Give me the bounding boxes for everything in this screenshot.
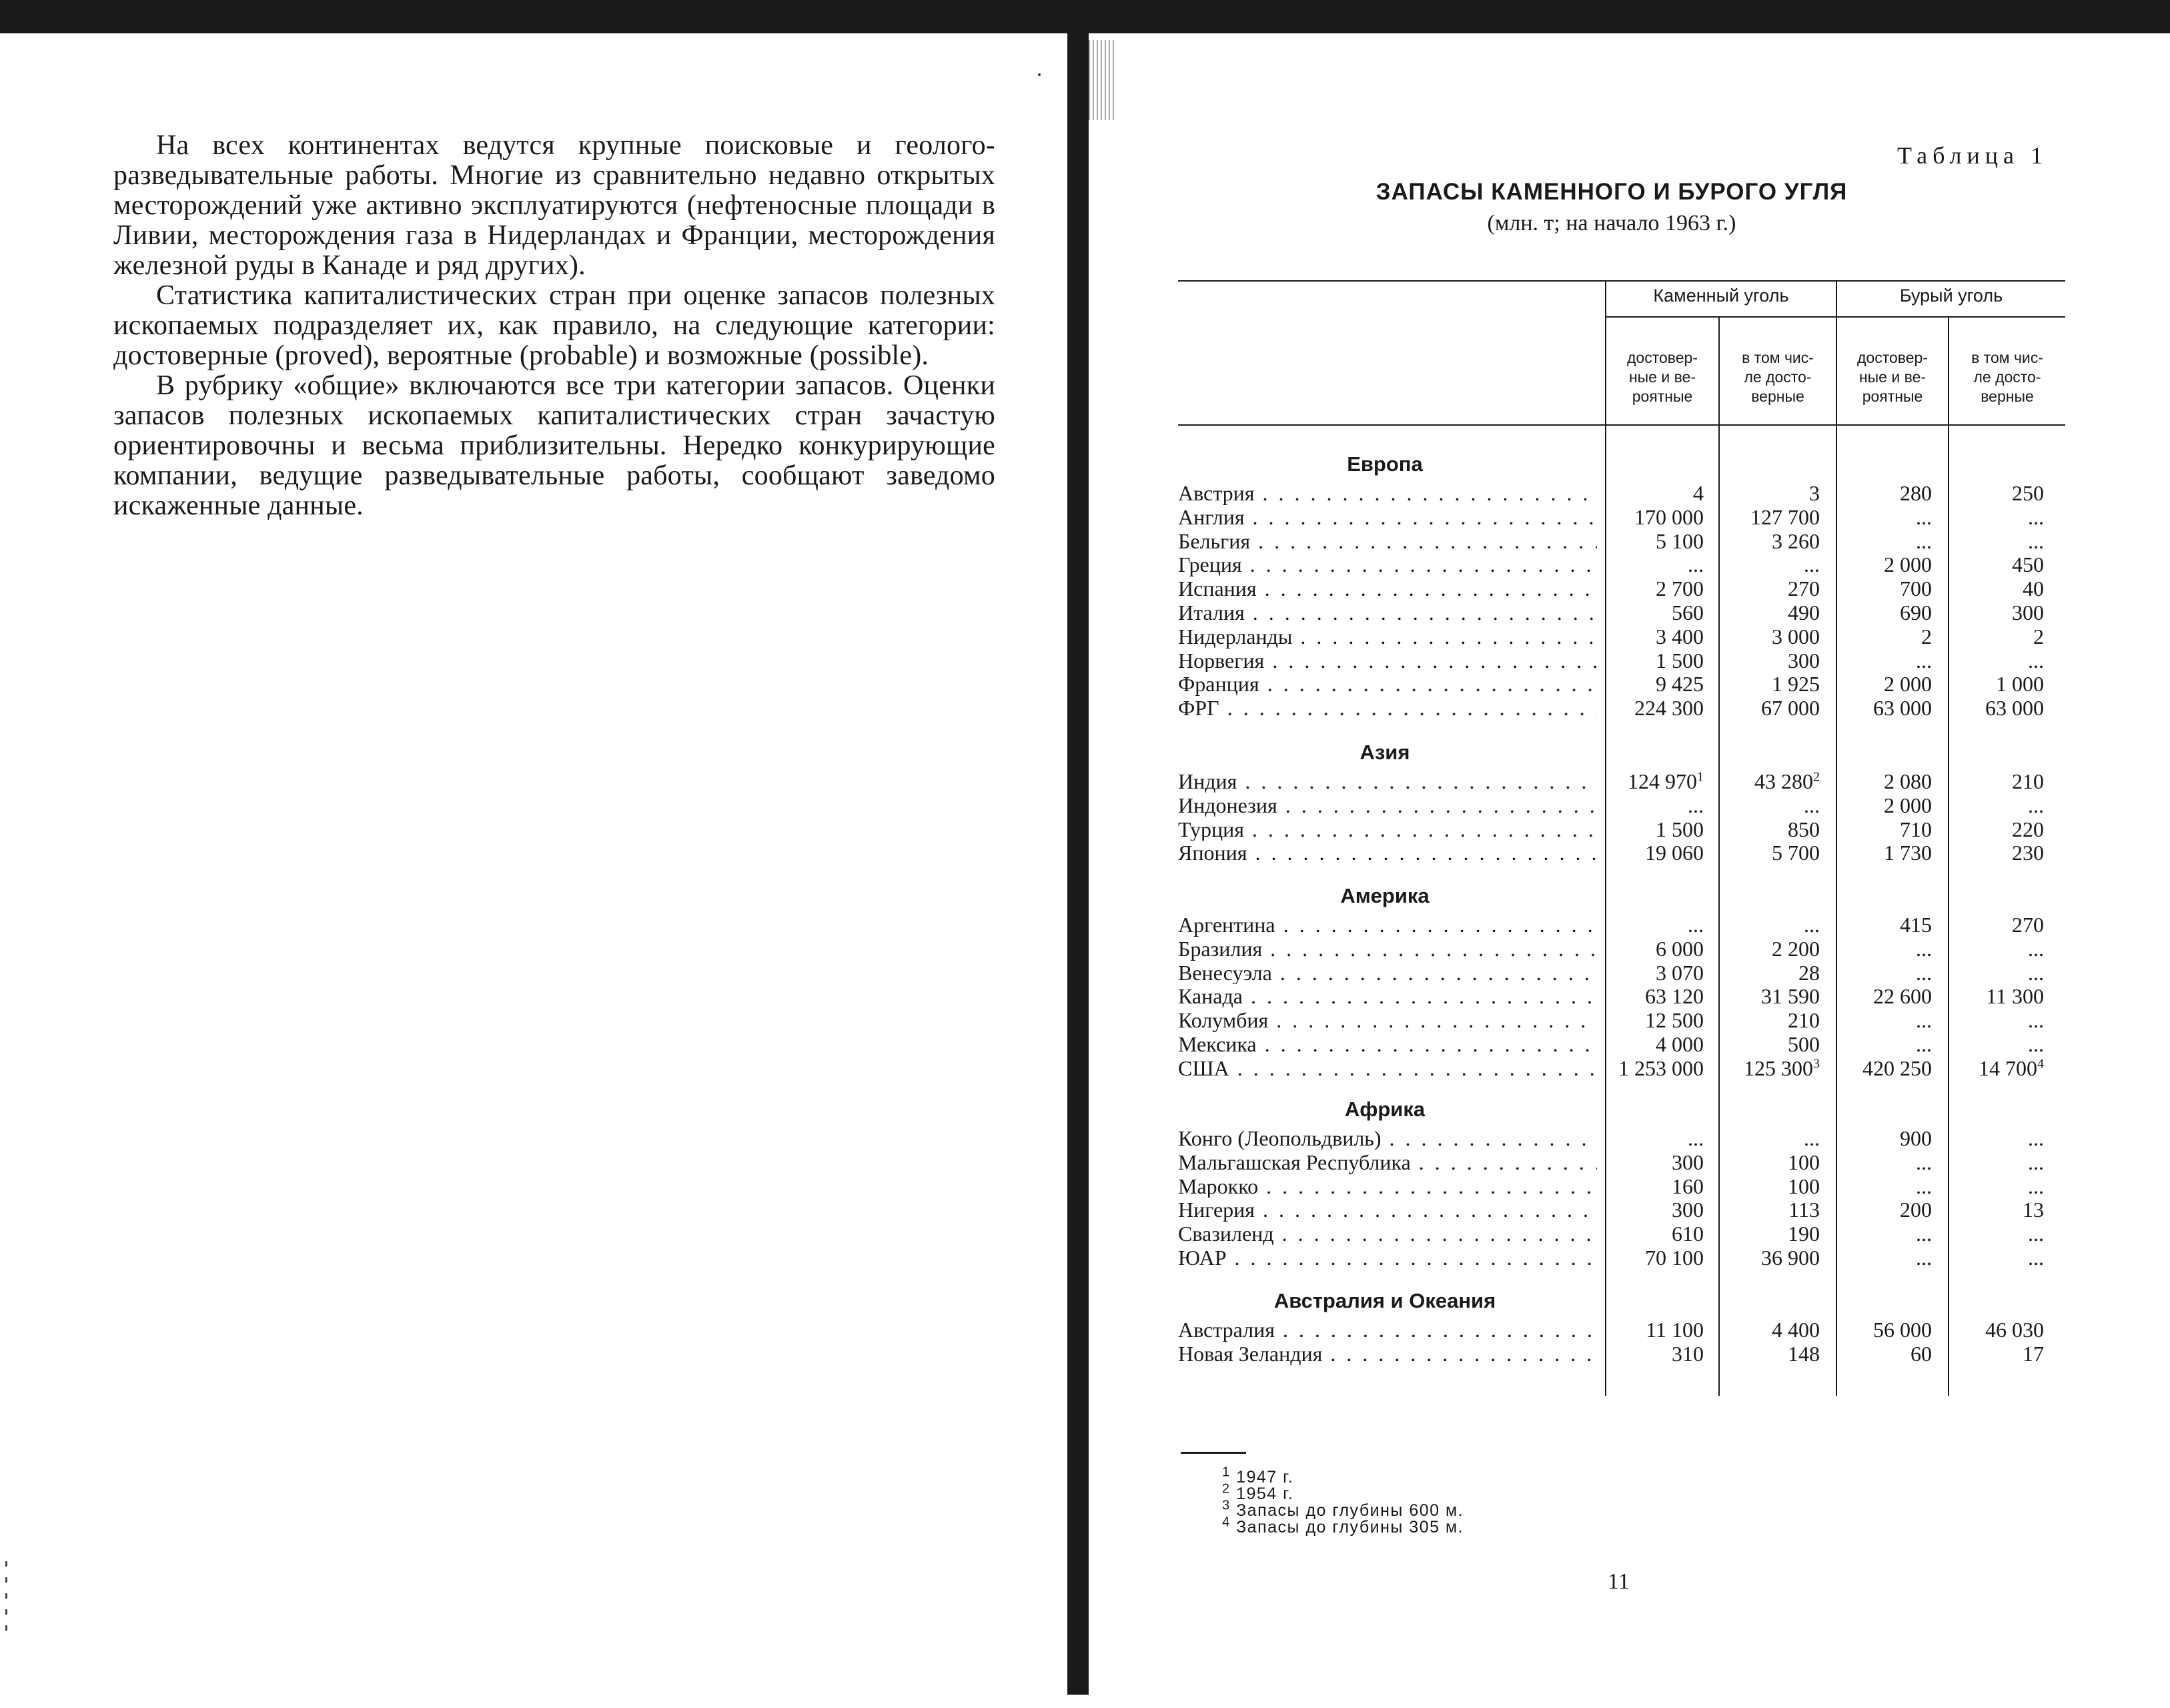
table-cell: ...: [2028, 1246, 2044, 1270]
table-cell: 210: [1788, 1008, 1820, 1033]
table-cell: 19 060: [1645, 841, 1704, 865]
table-cell: 300: [1672, 1150, 1704, 1174]
table-cell: 11 100: [1646, 1318, 1704, 1342]
table-title: ЗАПАСЫ КАМЕННОГО И БУРОГО УГЛЯ: [1376, 179, 1848, 205]
table-cell: ...: [1688, 793, 1704, 817]
table-cell: 230: [2012, 841, 2044, 865]
table-cell: 170 000: [1634, 504, 1704, 529]
table-cell: 300: [1788, 648, 1820, 673]
table-cell: 3 400: [1656, 624, 1704, 649]
table-cell: 46 030: [1985, 1318, 2044, 1342]
subheader-brown-total: достовер- ные и ве- роятные: [1857, 349, 1928, 405]
table-cell: 1 500: [1656, 817, 1704, 841]
table-cell: 6 000: [1656, 936, 1704, 961]
table-cell: 2: [2033, 624, 2044, 649]
table-row: [1178, 576, 2065, 600]
table-cell: 900: [1900, 1126, 1932, 1150]
table-cell: ...: [2028, 960, 2044, 985]
table-cell: 1 925: [1772, 672, 1820, 697]
table-cell: 56 000: [1873, 1318, 1932, 1342]
table-cell: 270: [1788, 576, 1820, 601]
table-cell: 210: [2012, 769, 2044, 793]
page-edge-marks: [5, 1561, 7, 1641]
paragraph-1: На всех континентах ведутся крупные поисковые и геолого-разведывательные работы. Многие из сравнительно недавно открытых месторождений уже активно эксплуатируются (нефтеносные площади в Ливии, месторождения газа в Нидерландах и Франции, месторождения железной руды в Канаде и ряд других).: [113, 130, 995, 281]
country-name: Греция . . .: [1178, 552, 1597, 576]
table-cell: 9 425: [1656, 672, 1704, 697]
country-name: Аргентина . . .: [1178, 913, 1597, 937]
table-cell: ...: [1688, 913, 1704, 937]
section-heading: Европа: [1347, 452, 1423, 476]
country-name: Австралия . . .: [1178, 1318, 1597, 1342]
table-cell: ...: [2028, 1032, 2044, 1056]
footnote-rule: [1181, 1452, 1246, 1454]
table-row: [1178, 937, 2065, 961]
footnotes: [1222, 1464, 1464, 1537]
table-cell: 2 000: [1884, 672, 1932, 697]
table-cell: ...: [1688, 552, 1704, 577]
table-cell: ...: [2028, 1150, 2044, 1174]
country-name: США . . .: [1178, 1056, 1597, 1080]
table-cell: 2 080: [1884, 769, 1932, 793]
table-cell: 490: [1788, 600, 1820, 624]
table-cell: ...: [1804, 1126, 1820, 1150]
table-cell: 310: [1672, 1341, 1704, 1366]
table-cell: ...: [2028, 793, 2044, 817]
table-cell: 40: [2023, 576, 2044, 601]
table-cell: ...: [1916, 1150, 1932, 1174]
header-hard-coal: Каменный уголь: [1653, 286, 1789, 306]
table-cell: 2 000: [1884, 552, 1932, 577]
table-cell: 850: [1788, 817, 1820, 841]
table-cell: 2: [1921, 624, 1932, 649]
table-cell: 17: [2023, 1341, 2044, 1366]
table-cell: 3 070: [1656, 960, 1704, 985]
table-cell: 2 200: [1772, 936, 1820, 961]
table-cell: ...: [2028, 1008, 2044, 1033]
paragraph-2: Статистика капиталистических стран при оценке запасов полезных ископаемых подразделяет их, как правило, на следующие категории: достоверные (proved), вероятные (probable) и возможные (possible).: [113, 280, 995, 371]
country-name: Нидерланды . . .: [1178, 624, 1597, 649]
table-row: [1178, 1342, 2065, 1366]
table-cell: 190: [1788, 1222, 1820, 1246]
table-cell: ...: [2028, 1126, 2044, 1150]
country-name: Англия . . .: [1178, 505, 1597, 529]
table-cell: 415: [1900, 913, 1932, 937]
table-row: [1178, 1032, 2065, 1056]
table-cell: ...: [2028, 648, 2044, 673]
spine-shadow: [1089, 40, 1115, 120]
section-heading: Азия: [1360, 741, 1410, 764]
table-cell: ...: [1916, 1246, 1932, 1270]
table-cell: 710: [1900, 817, 1932, 841]
table-cell: 60: [1911, 1341, 1932, 1366]
table-cell: ...: [1916, 504, 1932, 529]
table-cell: 100: [1788, 1174, 1820, 1198]
table-row: [1178, 1222, 2065, 1246]
country-name: Свазиленд . . .: [1178, 1222, 1597, 1246]
table-row: [1178, 1174, 2065, 1198]
country-name: Норвегия . . .: [1178, 649, 1597, 673]
table-cell: 36 900: [1761, 1246, 1820, 1270]
table-cell: 1 253 000: [1618, 1055, 1704, 1080]
table-cell: 690: [1900, 600, 1932, 624]
country-name: Конго (Леопольдвиль) . . .: [1178, 1126, 1597, 1150]
paragraph-3: В рубрику «общие» включаются все три категории запасов. Оценки запасов полезных ископаемых капиталистических стран зачастую ориентировочны и весьма приблизительны. Нередко конкурирующие компании, ведущие разведывательные работы, сообщают заведомо искаженные данные.: [113, 370, 995, 521]
table-row: [1178, 769, 2065, 793]
table-cell: 5 700: [1772, 841, 1820, 865]
table-cell: ...: [2028, 504, 2044, 529]
table-cell: 250: [2012, 481, 2044, 505]
scan-speck: [1038, 73, 1041, 76]
table-row: [1178, 841, 2065, 865]
page-number: 11: [1608, 1569, 1630, 1594]
table-cell: ...: [1916, 528, 1932, 553]
table-cell: 63 000: [1873, 696, 1932, 721]
table-cell: 70 100: [1645, 1246, 1704, 1270]
country-name: Марокко . . .: [1178, 1174, 1597, 1198]
country-name: Индия . . .: [1178, 769, 1597, 793]
table-cell: 560: [1672, 600, 1704, 624]
table-row: [1178, 961, 2065, 985]
left-page-text: [113, 131, 995, 521]
country-name: Италия . . .: [1178, 600, 1597, 624]
country-name: ФРГ . . .: [1178, 696, 1597, 720]
table-cell: 500: [1788, 1032, 1820, 1056]
footnote-1: $^1$ 1947 г.: [1222, 1464, 1294, 1486]
table-row: [1178, 793, 2065, 817]
table-cell: 610: [1672, 1222, 1704, 1246]
table-row: [1178, 696, 2065, 720]
table-cell: 1 000: [1996, 672, 2044, 697]
table-cell: 67 000: [1761, 696, 1820, 721]
table-cell: ...: [1804, 913, 1820, 937]
table-row: [1178, 1150, 2065, 1174]
country-name: Австрия . . .: [1178, 481, 1597, 505]
table-row: [1178, 1008, 2065, 1032]
table-cell: 160: [1672, 1174, 1704, 1198]
table-cell: 28: [1798, 960, 1820, 985]
table-cell: 3: [1809, 481, 1820, 505]
table-row: [1178, 913, 2065, 937]
table-cell: 280: [1900, 481, 1932, 505]
table-cell: ...: [1916, 1008, 1932, 1033]
table-cell: 4: [1693, 481, 1704, 505]
country-name: Франция . . .: [1178, 672, 1597, 696]
book-spine: [1067, 27, 1089, 1695]
table-cell: 43 $280^2$: [1754, 769, 1820, 793]
table-cell: 220: [2012, 817, 2044, 841]
country-name: Испания . . .: [1178, 576, 1597, 600]
table-row: [1178, 552, 2065, 576]
table-row: [1178, 1198, 2065, 1222]
table-cell: ...: [2028, 1174, 2044, 1198]
table-row: [1178, 481, 2065, 505]
footnote-2: $^2$ 1954 г.: [1222, 1481, 1294, 1503]
table-top-rule: [1178, 280, 2065, 282]
table-cell: ...: [1916, 1174, 1932, 1198]
section-heading: Австралия и Океания: [1273, 1289, 1496, 1312]
country-name: Нигерия . . .: [1178, 1198, 1597, 1222]
table-cell: 300: [1672, 1198, 1704, 1222]
table-cell: 1 730: [1884, 841, 1932, 865]
table-cell: 63 120: [1645, 984, 1704, 1009]
table-row: [1178, 1246, 2065, 1270]
table-cell: 3 000: [1772, 624, 1820, 649]
country-name: Япония . . .: [1178, 841, 1597, 865]
table-cell: ...: [1916, 1222, 1932, 1246]
country-name: Бельгия . . .: [1178, 529, 1597, 553]
table-cell: 450: [2012, 552, 2044, 577]
table-cell: 124 $970^1$: [1628, 769, 1704, 793]
table-cell: 125 $300^3$: [1744, 1055, 1820, 1080]
table-row: [1178, 505, 2065, 529]
table-cell: ...: [1916, 648, 1932, 673]
table-cell: 127 700: [1750, 504, 1820, 529]
table-cell: ...: [1916, 936, 1932, 961]
table-row: [1178, 984, 2065, 1008]
table-cell: 224 300: [1634, 696, 1704, 721]
table-cell: 270: [2012, 913, 2044, 937]
country-name: Бразилия . . .: [1178, 937, 1597, 961]
subheader-brown-proved: в том чис- ле досто- верные: [1971, 349, 2043, 405]
table-cell: 31 590: [1761, 984, 1820, 1009]
table-cell: 22 600: [1873, 984, 1932, 1009]
country-name: Индонезия . . .: [1178, 793, 1597, 817]
table-cell: 63 000: [1985, 696, 2044, 721]
country-name: Турция . . .: [1178, 817, 1597, 841]
table-cell: 300: [2012, 600, 2044, 624]
table-cell: 5 100: [1656, 528, 1704, 553]
subheader-hard-total: достовер- ные и ве- роятные: [1627, 349, 1698, 405]
table-cell: ...: [1916, 960, 1932, 985]
table-cell: 1 500: [1656, 648, 1704, 673]
table-cell: 13: [2023, 1198, 2044, 1222]
table-cell: ...: [1804, 552, 1820, 577]
table-cell: 700: [1900, 576, 1932, 601]
table-cell: 3 260: [1772, 528, 1820, 553]
section-heading: Африка: [1344, 1098, 1426, 1121]
table-cell: 100: [1788, 1150, 1820, 1174]
table-cell: 14 $700^4$: [1979, 1055, 2044, 1080]
table-cell: ...: [1804, 793, 1820, 817]
country-name: ЮАР . . .: [1178, 1246, 1597, 1270]
table-cell: 113: [1788, 1198, 1820, 1222]
table-cell: 148: [1788, 1341, 1820, 1366]
table-cell: 2 700: [1656, 576, 1704, 601]
table-label: Таблица 1: [1897, 142, 2048, 169]
table-cell: 200: [1900, 1198, 1932, 1222]
table-cell: 420 250: [1862, 1055, 1932, 1080]
header-bottom-rule: [1178, 424, 2065, 426]
country-name: Мальгашская Республика . . .: [1178, 1150, 1597, 1174]
table-subtitle: (млн. т; на начало 1963 г.): [1487, 211, 1736, 236]
country-name: Колумбия . . .: [1178, 1008, 1597, 1032]
table-cell: ...: [2028, 936, 2044, 961]
table-row: [1178, 649, 2065, 673]
table-row: [1178, 1056, 2065, 1080]
table-cell: 2 000: [1884, 793, 1932, 817]
table-row: [1178, 672, 2065, 696]
table-cell: 11 300: [1986, 984, 2044, 1009]
table-row: [1178, 1126, 2065, 1150]
table-cell: ...: [2028, 528, 2044, 553]
table-cell: 12 500: [1645, 1008, 1704, 1033]
table-cell: ...: [1916, 1032, 1932, 1056]
table-row: [1178, 1318, 2065, 1342]
country-name: Венесуэла . . .: [1178, 961, 1597, 985]
table-row: [1178, 600, 2065, 624]
table-row: [1178, 817, 2065, 841]
footnote-3: $^3$ Запасы до глубины 600 м.: [1222, 1498, 1464, 1520]
table-row: [1178, 624, 2065, 649]
table-row: [1178, 529, 2065, 553]
subheader-hard-proved: в том чис- ле досто- верные: [1742, 349, 1814, 405]
table-cell: 4 000: [1656, 1032, 1704, 1056]
table-cell: ...: [1688, 1126, 1704, 1150]
table-cell: ...: [2028, 1222, 2044, 1246]
country-name: Канада . . .: [1178, 984, 1597, 1008]
footnote-4: $^4$ Запасы до глубины 305 м.: [1222, 1515, 1464, 1537]
country-name: Новая Зеландия . . .: [1178, 1342, 1597, 1366]
table-cell: 4 400: [1772, 1318, 1820, 1342]
header-brown-coal: Бурый уголь: [1899, 286, 2003, 306]
country-name: Мексика . . .: [1178, 1032, 1597, 1056]
section-heading: Америка: [1340, 884, 1430, 907]
